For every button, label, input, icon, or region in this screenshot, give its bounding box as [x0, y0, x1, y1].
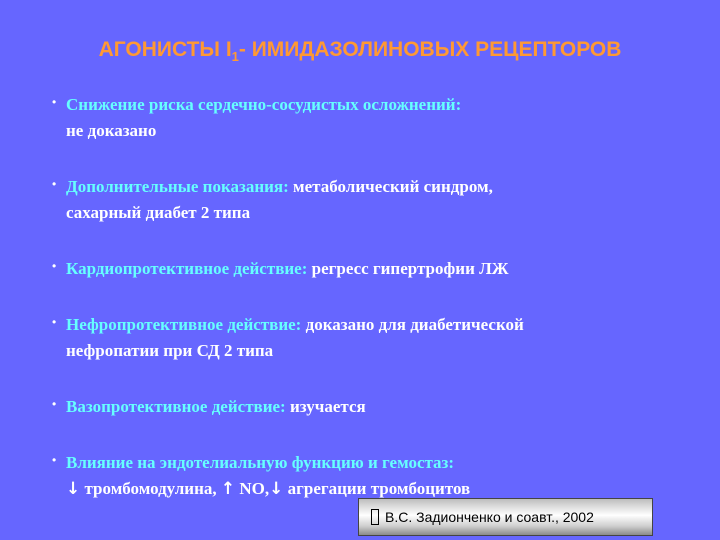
bullet-icon: • [52, 453, 57, 467]
item-line [52, 450, 692, 476]
arrow-down-icon: ↓ [66, 479, 81, 499]
item-text: NO, [235, 479, 270, 498]
citation-text: В.С. Задионченко и соавт., 2002 [385, 509, 594, 525]
title-subscript: 1 [231, 49, 239, 65]
item-text: тромбомодулина, [80, 479, 221, 498]
list-item [52, 312, 692, 364]
list-item [52, 92, 692, 144]
bullet-icon: • [52, 259, 57, 273]
list-item [52, 450, 692, 502]
item-line [52, 394, 692, 420]
item-line [52, 92, 692, 118]
item-label: Снижение риска сердечно-сосудистых осложнений: [66, 95, 462, 114]
bullet-icon: • [52, 315, 57, 329]
citation-box [358, 498, 653, 536]
slide-title [0, 38, 720, 64]
item-label: Вазопротективное действие: [66, 397, 286, 416]
item-text: доказано для диабетической [301, 315, 524, 334]
item-text: регресс гипертрофии ЛЖ [307, 259, 509, 278]
arrow-down-icon: ↓ [269, 479, 284, 499]
citation-mark-icon [371, 509, 379, 525]
list-item [52, 174, 692, 226]
item-text: метаболический синдром, [288, 177, 493, 196]
item-label: Дополнительные показания: [66, 177, 289, 196]
item-label: Влияние на эндотелиальную функцию и гемостаз: [66, 453, 455, 472]
bullet-list [52, 92, 692, 532]
item-line [52, 174, 692, 200]
list-item [52, 256, 692, 282]
item-label: Кардиопротективное действие: [66, 259, 308, 278]
item-continuation: сахарный диабет 2 типа [66, 203, 251, 222]
title-rest: - ИМИДАЗОЛИНОВЫХ РЕЦЕПТОРОВ [238, 38, 622, 61]
bullet-icon: • [52, 397, 57, 411]
bullet-icon: • [52, 177, 57, 191]
item-text: изучается [285, 397, 366, 416]
item-label: Нефропротективное действие: [66, 315, 302, 334]
item-line [52, 256, 692, 282]
arrow-up-icon: ↑ [220, 479, 236, 499]
item-continuation: нефропатии при СД 2 типа [66, 341, 274, 360]
item-line [52, 312, 692, 338]
title-main: АГОНИСТЫ I [98, 38, 232, 61]
item-continuation: не доказано [66, 121, 157, 140]
bullet-icon: • [52, 95, 57, 109]
list-item [52, 394, 692, 420]
item-text: агрегации тромбоцитов [283, 479, 471, 498]
